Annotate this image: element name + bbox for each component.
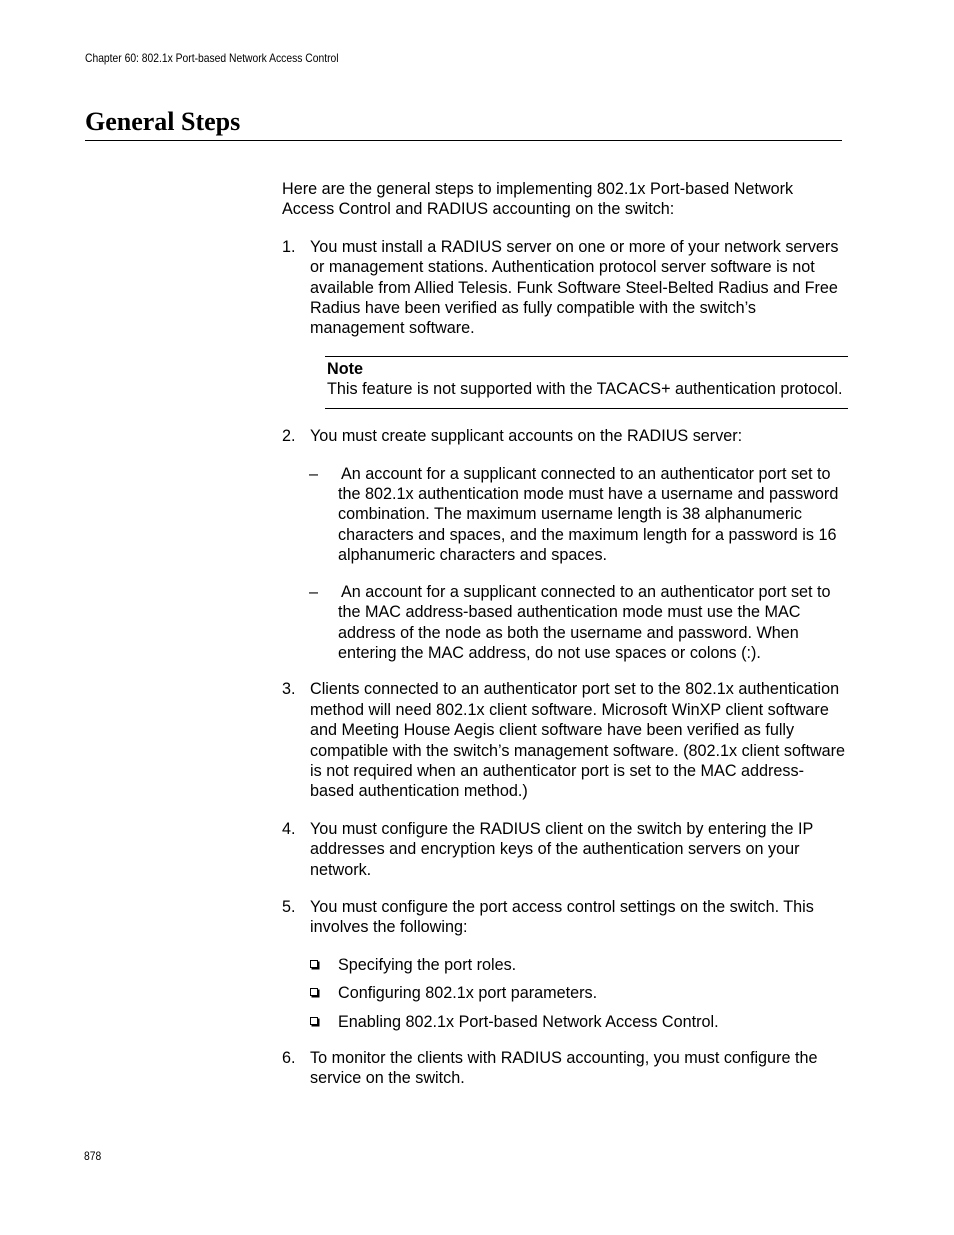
- note-text: This feature is not supported with the TACACS+ authentication protocol.: [327, 380, 843, 399]
- step-number: 4.: [282, 819, 296, 838]
- running-header: Chapter 60: 802.1x Port-based Network Access Control: [85, 51, 339, 65]
- step-number: 1.: [282, 237, 296, 256]
- list-item: [282, 582, 848, 664]
- square-bullet-icon: [310, 960, 318, 968]
- body-text: [282, 179, 848, 1106]
- list-item: [282, 1012, 848, 1032]
- step-text: You must configure the RADIUS client on the switch by entering the IP addresses and encryption keys of the authentication servers on your network.: [310, 819, 813, 879]
- list-item-text: Configuring 802.1x port parameters.: [338, 984, 598, 1003]
- square-bullet-icon: [310, 1017, 318, 1025]
- step-1: [282, 237, 848, 339]
- step-4: [282, 819, 848, 880]
- list-item-text: An account for a supplicant connected to an authenticator port set to the 802.1x authentication mode must have a username and password combination. The maximum username length is 38 alphanumeric characters and spaces, and the maximum length for a password is 16 alphanumeric characters and spaces.: [338, 464, 839, 565]
- note-label: Note: [327, 359, 363, 378]
- checkbox-bullet-list: [282, 955, 848, 1032]
- step-5: [282, 897, 848, 938]
- step-number: 3.: [282, 680, 296, 699]
- list-item-text: An account for a supplicant connected to an authenticator port set to the MAC address-based authentication mode must use the MAC address of the node as both the username and password. When entering the MAC address, do not use spaces or colons (:).: [338, 582, 831, 662]
- step-text: To monitor the clients with RADIUS accounting, you must configure the service on the switch.: [310, 1049, 818, 1088]
- page-number: 878: [84, 1149, 102, 1163]
- step-text: You must configure the port access control settings on the switch. This involves the following:: [310, 897, 814, 937]
- note-box: [325, 356, 848, 409]
- intro-paragraph: Here are the general steps to implementing 802.1x Port-based Network Access Control and RADIUS accounting on the switch:: [282, 180, 794, 219]
- step-number: 6.: [282, 1049, 296, 1067]
- step-6: [282, 1048, 848, 1089]
- dash-marker: –: [309, 582, 319, 601]
- step-number: 2.: [282, 427, 296, 446]
- list-item-text: Specifying the port roles.: [338, 955, 517, 974]
- step-text: You must create supplicant accounts on the RADIUS server:: [310, 427, 743, 446]
- dash-marker: –: [309, 464, 319, 483]
- step-2: [282, 426, 848, 446]
- page-title: General Steps: [85, 107, 241, 136]
- title-rule: [85, 140, 842, 141]
- list-item: [282, 955, 848, 975]
- list-item: [282, 464, 848, 566]
- step-3: [282, 679, 848, 801]
- step-text: You must install a RADIUS server on one or more of your network servers or management stations. Authentication protocol server software is not available from Allied Telesis. Funk Software Steel-Belted Radius and Free Radius have been verified as fully compatible with the switch’s management software.: [310, 237, 839, 338]
- list-item-text: Enabling 802.1x Port-based Network Access Control.: [338, 1012, 719, 1031]
- square-bullet-icon: [310, 988, 318, 996]
- step-number: 5.: [282, 897, 296, 916]
- list-item: [282, 983, 848, 1003]
- step-text: Clients connected to an authenticator port set to the 802.1x authentication method will need 802.1x client software. Microsoft WinXP client software and Meeting House Aegis client software have been verified as fully compatible with the switch’s management software. (802.1x client software is not required when an authenticator port is set to the MAC address-based authentication method.): [310, 680, 846, 801]
